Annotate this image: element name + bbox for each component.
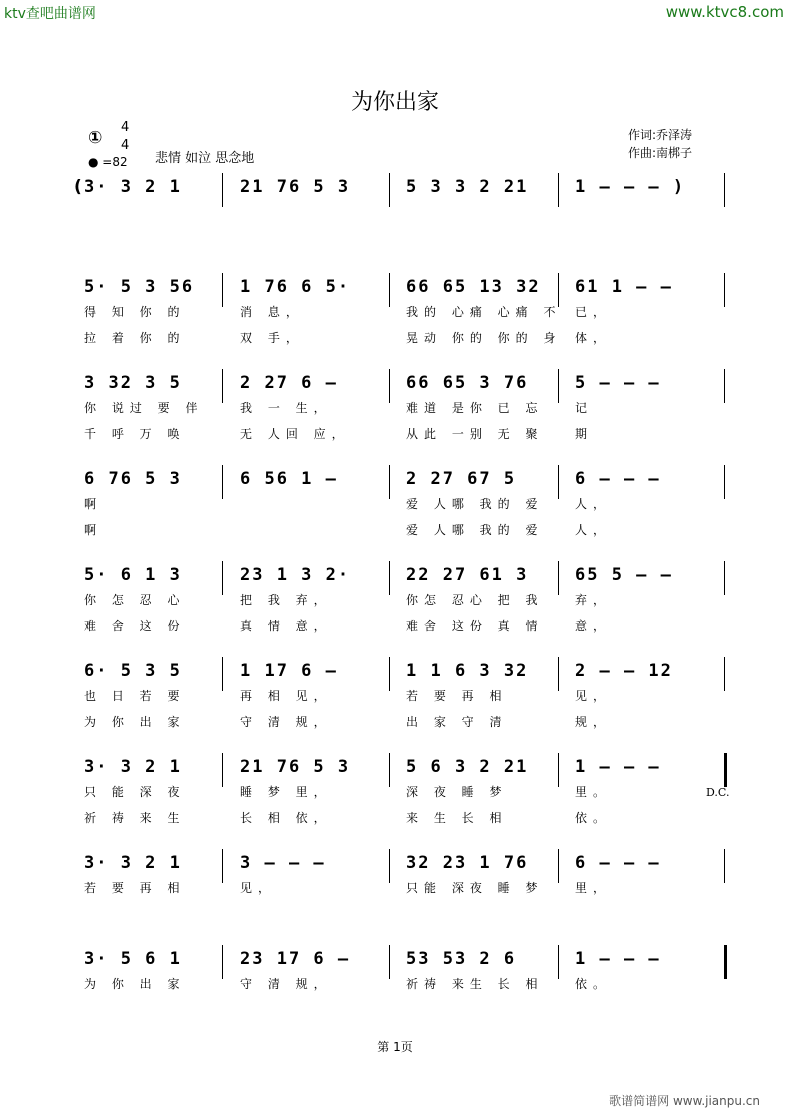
lyric-verse-1: 里。 [575, 785, 612, 799]
measure: 6 56 1 — [240, 469, 338, 489]
measure: 1 — — — ) [575, 177, 686, 197]
barline [222, 849, 223, 883]
barline [558, 753, 559, 787]
measure: 1 17 6 — [240, 661, 338, 681]
barline [389, 753, 390, 787]
barline [389, 369, 390, 403]
barline [558, 369, 559, 403]
lyric-verse-2: 真 情 意， [240, 619, 332, 633]
lyric-verse-1: 为 你 出 家 [84, 977, 186, 991]
lyric-verse-1: 守 清 规， [240, 977, 332, 991]
barline [724, 753, 727, 787]
measure: 61 1 — — [575, 277, 673, 297]
lyric-verse-2: 难 舍 这 份 [84, 619, 186, 633]
measure: 53 53 2 6 [406, 949, 517, 969]
barline [389, 657, 390, 691]
lyric-verse-1: 深 夜 睡 梦 [406, 785, 508, 799]
repeat-open-paren: ( [74, 177, 82, 197]
lyric-verse-1: 消 息， [240, 305, 304, 319]
lyric-verse-2: 出 家 守 清 [406, 715, 508, 729]
barline [389, 173, 390, 207]
barline [558, 561, 559, 595]
barline [724, 465, 725, 499]
watermark-bottom-right: 歌谱简谱网 www.jianpu.cn [609, 1094, 760, 1108]
lyric-verse-2: 体， [575, 331, 612, 345]
dc-mark: D.C. [706, 786, 730, 799]
measure: 1 1 6 3 32 [406, 661, 529, 681]
key-signature-mark: ① [88, 128, 103, 148]
lyric-verse-1: 人， [575, 497, 612, 511]
measure: 1 76 6 5· [240, 277, 351, 297]
measure: 22 27 61 3 [406, 565, 529, 585]
score-line [0, 661, 790, 761]
lyric-verse-2: 难舍 这份 真 情 [406, 619, 544, 633]
measure: 1 — — — [575, 949, 661, 969]
lyric-verse-2: 期 [575, 427, 594, 441]
credits [628, 126, 692, 162]
measure: 6· 5 3 5 [84, 661, 182, 681]
time-signature [121, 119, 129, 155]
lyric-verse-1: 得 知 你 的 [84, 305, 186, 319]
lyric-verse-1: 里， [575, 881, 612, 895]
lyric-verse-1: 若 要 再 相 [84, 881, 186, 895]
lyric-verse-1: 也 日 若 要 [84, 689, 186, 703]
time-signature-bottom: 4 [121, 138, 130, 153]
time-signature-top: 4 [121, 120, 130, 135]
lyric-verse-1: 见， [240, 881, 277, 895]
barline [389, 273, 390, 307]
measure: 2 — — 12 [575, 661, 673, 681]
measure: 3 32 3 5 [84, 373, 182, 393]
measure: 66 65 3 76 [406, 373, 529, 393]
barline [724, 657, 725, 691]
barline [222, 465, 223, 499]
barline [222, 561, 223, 595]
lyric-verse-2: 人， [575, 523, 612, 537]
barline [724, 561, 725, 595]
watermark-top-left: ktv查吧曲谱网 [4, 6, 96, 22]
lyric-verse-1: 再 相 见， [240, 689, 332, 703]
measure: 5 3 3 2 21 [406, 177, 529, 197]
tempo-marking: ● =82 [88, 155, 128, 169]
barline [222, 657, 223, 691]
barline [558, 945, 559, 979]
lyric-verse-2: 祈 祷 来 生 [84, 811, 186, 825]
lyric-verse-2: 意， [575, 619, 612, 633]
barline [222, 273, 223, 307]
barline [389, 561, 390, 595]
lyric-verse-1: 睡 梦 里， [240, 785, 332, 799]
lyric-verse-1: 只 能 深 夜 [84, 785, 186, 799]
lyric-verse-1: 已， [575, 305, 612, 319]
barline [558, 273, 559, 307]
measure: 32 23 1 76 [406, 853, 529, 873]
score-line [0, 757, 790, 857]
score-line [0, 373, 790, 473]
measure: 3 — — — [240, 853, 326, 873]
watermark-top-right: www.ktvc8.com [665, 3, 784, 21]
lyric-verse-1: 见， [575, 689, 612, 703]
barline [558, 849, 559, 883]
measure: 65 5 — — [575, 565, 673, 585]
barline [558, 465, 559, 499]
lyric-verse-2: 啊 [84, 523, 103, 537]
lyric-verse-2: 晃动 你的 你的 身 [406, 331, 562, 345]
lyric-verse-1: 你 怎 忍 心 [84, 593, 186, 607]
measure: 5 — — — [575, 373, 661, 393]
measure: 6 — — — [575, 469, 661, 489]
lyric-verse-1: 爱 人哪 我的 爱 [406, 497, 544, 511]
measure: 21 76 5 3 [240, 757, 351, 777]
measure: 5· 5 3 56 [84, 277, 195, 297]
expression-marking: 悲情 如泣 思念地 [155, 151, 255, 166]
score-line [0, 177, 790, 277]
barline [389, 945, 390, 979]
lyric-verse-1: 你 说过 要 伴 [84, 401, 204, 415]
lyric-verse-1: 若 要 再 相 [406, 689, 508, 703]
lyric-verse-2: 拉 着 你 的 [84, 331, 186, 345]
measure: 6 — — — [575, 853, 661, 873]
barline [724, 945, 727, 979]
lyric-verse-2: 从此 一别 无 聚 [406, 427, 544, 441]
lyric-verse-1: 啊 [84, 497, 103, 511]
page-number: 第 1页 [377, 1040, 413, 1054]
lyric-verse-1: 难道 是你 已 忘 [406, 401, 544, 415]
lyric-verse-2: 依。 [575, 811, 612, 825]
barline [724, 173, 725, 207]
measure: 2 27 6 — [240, 373, 338, 393]
lyric-verse-2: 长 相 依， [240, 811, 332, 825]
measure: 5 6 3 2 21 [406, 757, 529, 777]
lyric-verse-2: 千 呼 万 唤 [84, 427, 186, 441]
measure: 21 76 5 3 [240, 177, 351, 197]
lyric-verse-1: 祈祷 来生 长 相 [406, 977, 544, 991]
lyric-verse-2: 无 人回 应， [240, 427, 350, 441]
barline [558, 657, 559, 691]
lyric-verse-2: 为 你 出 家 [84, 715, 186, 729]
measure: 3· 3 2 1 [84, 757, 182, 777]
measure: 66 65 13 32 [406, 277, 541, 297]
score-line [0, 565, 790, 665]
lyric-verse-1: 我的 心痛 心痛 不 [406, 305, 562, 319]
measure: 23 1 3 2· [240, 565, 351, 585]
measure: 23 17 6 — [240, 949, 351, 969]
lyric-verse-1: 记 [575, 401, 594, 415]
barline [724, 849, 725, 883]
barline [724, 273, 725, 307]
tempo-value: =82 [102, 155, 128, 169]
measure: 5· 6 1 3 [84, 565, 182, 585]
composer-credit: 作曲:南梆子 [628, 146, 693, 160]
barline [222, 173, 223, 207]
lyric-verse-2: 双 手， [240, 331, 304, 345]
lyric-verse-1: 你怎 忍心 把 我 [406, 593, 544, 607]
lyric-verse-1: 依。 [575, 977, 612, 991]
lyric-verse-1: 我 一 生， [240, 401, 332, 415]
measure: 1 — — — [575, 757, 661, 777]
score-line [0, 469, 790, 569]
score-line [0, 949, 790, 1049]
barline [222, 753, 223, 787]
barline [724, 369, 725, 403]
song-title: 为你出家 [350, 90, 439, 115]
lyricist-credit: 作词:乔泽涛 [628, 128, 693, 142]
barline [222, 945, 223, 979]
barline [558, 173, 559, 207]
barline [389, 849, 390, 883]
lyric-verse-2: 爱 人哪 我的 爱 [406, 523, 544, 537]
measure: 2 27 67 5 [406, 469, 517, 489]
measure: 3· 5 6 1 [84, 949, 182, 969]
lyric-verse-1: 只能 深夜 睡 梦 [406, 881, 544, 895]
barline [389, 465, 390, 499]
measure: 6 76 5 3 [84, 469, 182, 489]
lyric-verse-2: 来 生 长 相 [406, 811, 508, 825]
lyric-verse-1: 把 我 弃， [240, 593, 332, 607]
measure: 3· 3 2 1 [84, 853, 182, 873]
barline [222, 369, 223, 403]
lyric-verse-2: 规， [575, 715, 612, 729]
lyric-verse-2: 守 清 规， [240, 715, 332, 729]
lyric-verse-1: 弃， [575, 593, 612, 607]
score-line [0, 277, 790, 377]
score-line [0, 853, 790, 953]
measure: 3· 3 2 1 [84, 177, 182, 197]
